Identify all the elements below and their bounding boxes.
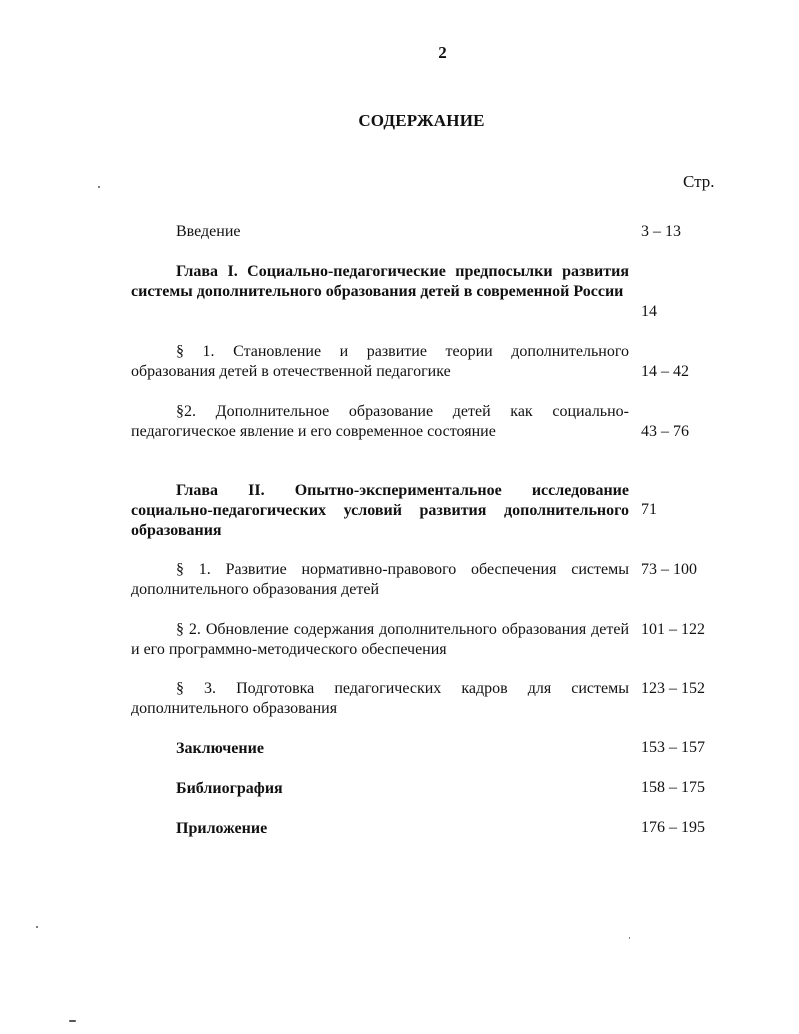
toc-entry-chapter-1	[131, 262, 629, 302]
toc-entry-text: Глава II. Опытно-экспериментальное исследование социально-педагогических условий развития дополнительного образования	[131, 482, 629, 539]
toc-entry-text: Введение	[176, 223, 241, 240]
scan-speck	[36, 926, 38, 928]
toc-entry-pages: 43 – 76	[641, 423, 689, 440]
toc-entry-text: § 1. Становление и развитие теории дополнительного образования детей в отечественной педагогике	[131, 343, 629, 380]
toc-entry-pages: 71	[641, 501, 657, 518]
scan-speck	[69, 1020, 76, 1022]
toc-entry-pages: 3 – 13	[641, 223, 681, 240]
toc-entry-chapter-2-section-2	[131, 620, 629, 660]
toc-entry-pages: 101 – 122	[641, 621, 705, 638]
pages-column-label: Стр.	[683, 172, 715, 191]
toc-entry-chapter-1-section-1	[131, 342, 629, 382]
toc-entry-chapter-2	[131, 481, 629, 541]
page-title: СОДЕРЖАНИЕ	[358, 111, 485, 130]
toc-entry-pages: 14	[641, 303, 657, 320]
toc-entry-introduction	[131, 222, 629, 242]
toc-entry-chapter-1-section-2	[131, 402, 629, 442]
toc-entry-pages: 176 – 195	[641, 819, 705, 836]
toc-entry-text: Заключение	[176, 740, 264, 757]
toc-entry-pages: 73 – 100	[641, 561, 697, 578]
toc-entry-pages: 123 – 152	[641, 680, 705, 697]
toc-entry-bibliography	[131, 779, 629, 799]
toc-entry-pages: 153 – 157	[641, 739, 705, 756]
toc-entry-text: § 1. Развитие нормативно-правового обеспечения системы дополнительного образования детей	[131, 561, 629, 598]
toc-entry-text: §2. Дополнительное образование детей как социально-педагогическое явление и его современное состояние	[131, 403, 629, 440]
toc-entry-text: Глава I. Социально-педагогические предпосылки развития системы дополнительного образования детей в современной России	[131, 263, 629, 300]
toc-entry-pages: 14 – 42	[641, 363, 689, 380]
toc-entry-conclusion	[131, 739, 629, 759]
toc-entry-chapter-2-section-3	[131, 679, 629, 719]
scan-speck	[98, 186, 100, 188]
scan-speck	[629, 937, 630, 939]
toc-entry-chapter-2-section-1	[131, 560, 629, 600]
toc-entry-text: § 3. Подготовка педагогических кадров для системы дополнительного образования	[131, 680, 629, 717]
page-number: 2	[438, 43, 447, 62]
toc-entry-text: Библиография	[176, 780, 283, 797]
toc-entry-text: § 2. Обновление содержания дополнительного образования детей и его программно-методического обеспечения	[131, 621, 629, 658]
toc-entry-text: Приложение	[176, 820, 268, 837]
toc-entry-pages: 158 – 175	[641, 779, 705, 796]
toc-entry-appendix	[131, 819, 629, 839]
